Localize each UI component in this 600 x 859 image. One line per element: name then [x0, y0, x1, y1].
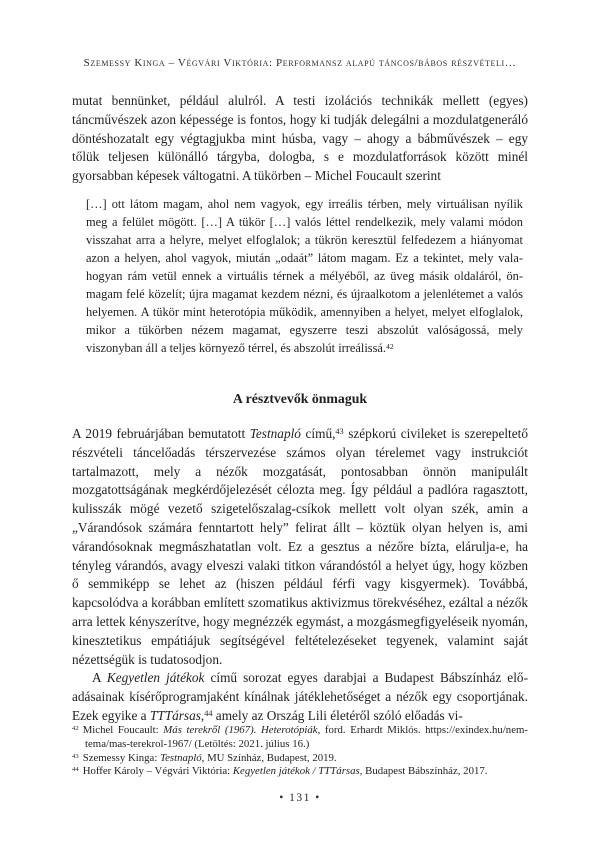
blockquote-foucault-mirror: […] ott látom magam, ahol nem vagyok, egy irreális térben, mely virtuálisan nyílik meg a felület mögött. […] A tükör […] valós léttel rendelkezik, mely valami módon visszahat arra a helyre, melyet elfoglalok; a tükrön keresztül felfedezem a hiányomat azon a helyen, ahol vagyok, miután „odaát” látom magam. Ez a tekintet, mely valahogyan rám vetül ennek a virtuális térnek a mélyéből, az üveg másik oldaláról, önmagam felé közelít; újra magamat kezdem nézni, és újraalkotom a jelenlétemet a valós helyemen. A tükör mint heterotópia működik, amennyiben a helyet, melyet elfoglalok, mikor a tükörben nézem magamat, egyszerre teszi abszolút valóságossá, mely viszonyban áll a teljes környező térrel, és abszolút irreálissá.$^{42}$ [86, 196, 523, 355]
footnote-text-44: Hoffer Károly – Végvári Viktória: Kegyetlen játékok / TTTársas, Budapest Bábszínház, 2017. [82, 765, 488, 778]
footnote-marker-44: 44 [72, 766, 79, 774]
footnote-43 [72, 752, 528, 766]
section-heading: A résztvevők önmaguk [232, 390, 368, 406]
footnote-text-42: Michel Foucault: Más terekről (1967). Heterotópiák, ford. Erhardt Miklós. https://exindex.hu/​nem-tema/mas-terekrol-1967/ (Letöltés: 2021. július 16.) [82, 724, 528, 750]
page-content [72, 0, 528, 726]
footnote-marker-43: 43 [72, 752, 79, 760]
running-header: Szemessy Kinga – Végvári Viktória: Performansz alapú táncos/bábos részvételi… [83, 57, 517, 69]
footnotes-section [72, 724, 528, 779]
page-number: • 131 • [279, 792, 321, 804]
footnote-44 [72, 765, 528, 779]
paragraph-body-continuation: mutat bennünket, például alulról. A testi izolációs technikák mellett (egyes) táncművészek azon képessége is fontos, hogy ki tudják delegálni a mozdulatgeneráló döntéshozatalt egy végtagjukba mint húsba, vagy – ahogy a bábművészek – egy tőlük teljesen különálló tárgyba, dologba, s e mozdulatforrások között minél gyorsabban képesek váltogatni. A tükörben – Michel Foucault szerint [72, 93, 528, 184]
footnote-42 [72, 724, 528, 752]
paragraph-kegyetlen-jatekok: A Kegyetlen játékok című sorozat egyes darabjai a Budapest Bábszínház előadásainak kísérőprogramjaként kínálnak játéklehetőséget a nézők egy csoportjának. Ezek egyike a TTTársas,$^{44}$ amely az Ország Lili életéről szóló előadás vi- [72, 670, 528, 723]
paragraph-testnaplo: A 2019 februárjában bemutatott Testnapló című,$^{43}$ szépkorú civileket is szerepeltető részvételi táncelőadás térszervezése számos olyan térelemet vagy instrukciót tartalmazott, mely a nézők mozgatását, pontosabban önnön manipulált mozgatottságának megkérdőjelezését célozta meg. Így például a padlóra ragasztott, kulisszák mögé vezető szigetelőszalag-csíkok mellett volt olyan szék, amin a „Várandósok számára fenntartott hely” felirat állt – köztük olyan helyen is, ami várandósoknak megmászhatatlan volt. Ez a gesztus a nézőre bízta, elárulja-e, ha tényleg várandós, avagy elveszi valaki titkon várandóstól a helyet úgy, hogy közben ő semmiképp se lehet az (hiszen például férfi vagy kisgyermek). Továbbá, kapcsolódva a korábban említett szomatikus aktivizmus törekvéséhez, ezáltal a nézők arra lettek kényszerítve, hogy megnézzék egymást, a mozgásmegfigyeléseik nyomán, kinesztetikus empátiájuk segítségével feltételezéseket tegyenek, valamint saját nézettségük is tudatosodjon. [72, 425, 528, 667]
footnote-text-43: Szemessy Kinga: Testnapló, MU Színház, Budapest, 2019. [82, 751, 337, 764]
footnote-marker-42: 42 [72, 725, 79, 732]
